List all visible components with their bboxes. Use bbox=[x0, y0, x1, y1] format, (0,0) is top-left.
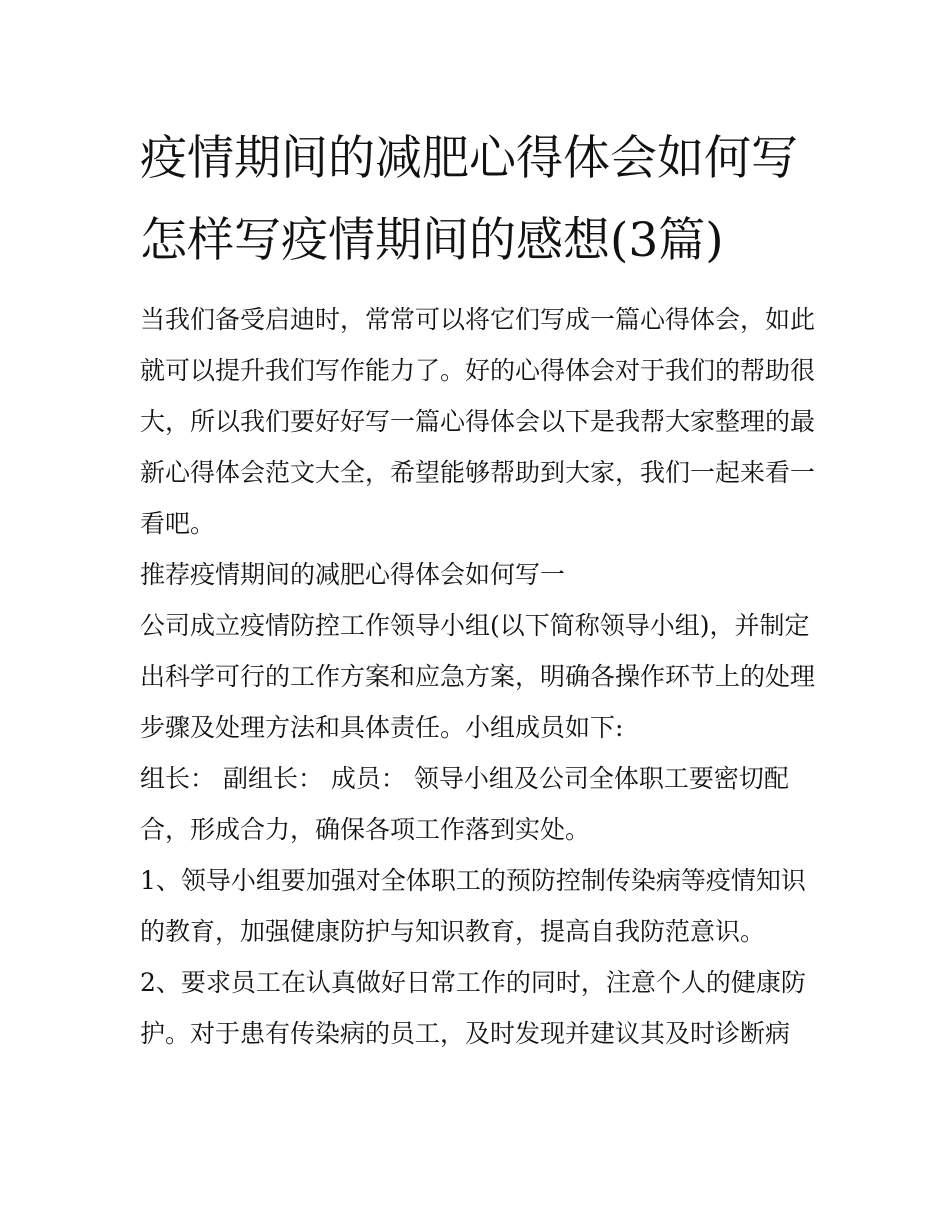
list-item: 2、要求员工在认真做好日常工作的同时，注意个人的健康防护。对于患有传染病的员工，及时发现并建议其及时诊断病 bbox=[140, 968, 806, 1048]
list-item: 1、领导小组要加强对全体职工的预防控制传染病等疫情知识的教育，加强健康防护与知识教育，提高自我防范意识。 bbox=[140, 866, 806, 946]
section-heading: 推荐疫情期间的减肥心得体会如何写一 bbox=[140, 560, 566, 589]
body-paragraph: 公司成立疫情防控工作领导小组(以下简称领导小组)，并制定出科学可行的工作方案和应急方案，明确各操作环节上的处理步骤及处理方法和具体责任。小组成员如下: bbox=[140, 611, 816, 742]
document-title: 疫情期间的减肥心得体会如何写 怎样写疫情期间的感想(3篇) bbox=[140, 131, 798, 268]
body-paragraph: 组长： 副组长： 成员： 领导小组及公司全体职工要密切配合，形成合力，确保各项工作落到实处。 bbox=[140, 764, 789, 844]
document-body bbox=[140, 118, 820, 1059]
intro-paragraph: 当我们备受启迪时，常常可以将它们写成一篇心得体会，如此就可以提升我们写作能力了。好的心得体会对于我们的帮助很大，所以我们要好好写一篇心得体会以下是我帮大家整理的最新心得体会范文大全，希望能够帮助到大家，我们一起来看一看吧。 bbox=[140, 305, 816, 538]
